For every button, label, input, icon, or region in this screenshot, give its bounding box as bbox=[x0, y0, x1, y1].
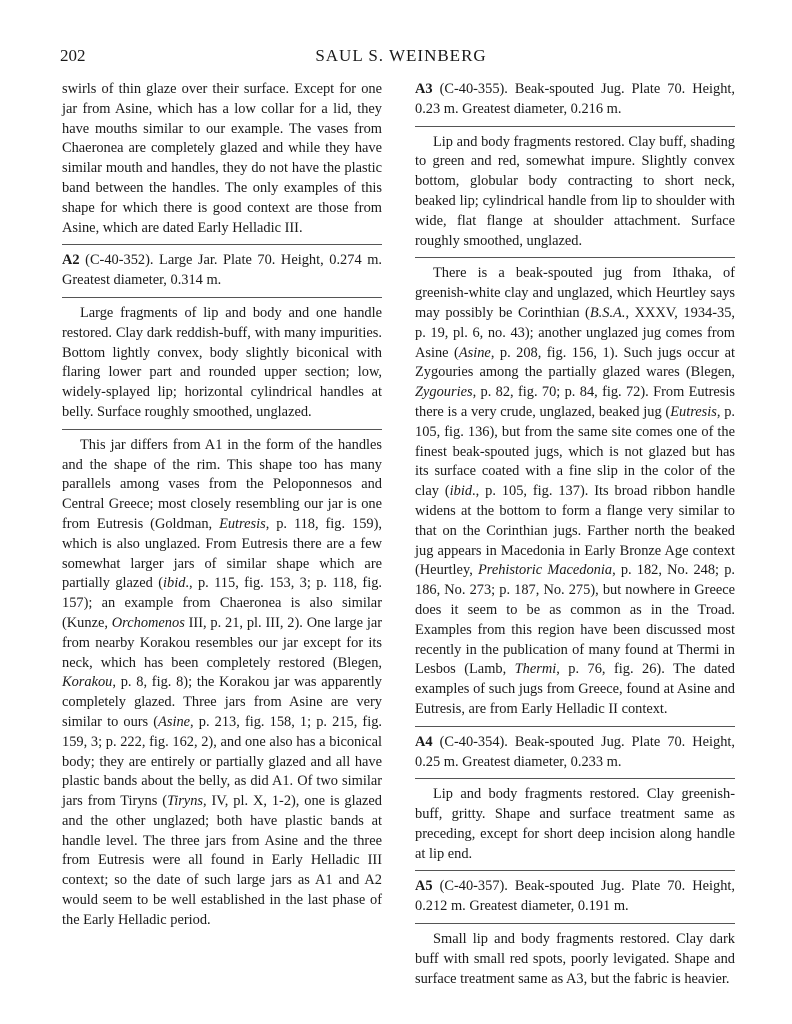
catalog-entry-a3-heading: A3 (C-40-355). Beak-spouted Jug. Plate 70. Height, 0.23 m. Greatest diameter, 0.216 m. bbox=[415, 81, 735, 117]
paragraph-continued: swirls of thin glaze over their surface. Except for one jar from Asine, which has a low collar for a lid, they have mouths similar to our example. The vases from Chaeronea are completely glazed and while they have similar mouth and handles, they do not have the plastic band between the handles. The only examples of this shape for which there is good context are those from Asine, which are dated Early Helladic III. bbox=[62, 81, 382, 236]
discussion-paragraph: There is a beak-spouted jug from Ithaka, of greenish-white clay and unglazed, which Heurtley says may possibly be Corinthian (B.S.A., XXXV, 1934-35, p. 19, pl. 6, no. 43); another unglazed jug comes from Asine (Asine, p. 208, fig. 156, 1). Such jugs occur at Zygouries among the partially glazed wares (Blegen, Zygouries, p. 82, fig. 70; p. 84, fig. 72). From Eutresis there is a very crude, unglazed, beaked jug (Eutresis, p. 105, fig. 136), but from the same site comes one of the finest beak-spouted jugs, which is not glazed but has its surface coated with a fine slip in the color of the clay (ibid., p. 105, fig. 137). Its broad ribbon handle widens at the bottom to form a flange very similar to that on the Corinthian jugs. Farther north the beaked jug appears in Macedonia in Early Bronze Age context (Heurtley, Prehistoric Macedonia, p. 182, No. 248; p. 186, No. 273; p. 187, No. 275), but nowhere in Greece does it seem to be as common as in the Troad. Examples from this region have been discussed most recently in the publication of many found at Thermi in Lesbos (Lamb, Thermi, p. 76, fig. 26). The dated examples of such jugs from Greece, found at Asine and Eutresis, are from Early Helladic II context. bbox=[415, 265, 736, 717]
section-divider bbox=[62, 297, 382, 298]
discussion-paragraph: This jar differs from A1 in the form of the handles and the shape of the rim. This shape too has many parallels among vases from the Peloponnesos and Central Greece; most closely resembling our jar is one from Eutresis (Goldman, Eutresis, p. 118, fig. 159), which is also unglazed. From Eutresis there are a few somewhat larger jars of similar shape which are partially glazed (ibid., p. 115, fig. 153, 3; p. 118, fig. 157); an example from Chaeronea is also similar (Kunze, Orchomenos III, p. 21, pl. III, 2). One large jar from nearby Korakou resembles our jar except for its neck, which has been completely restored (Blegen, Korakou, p. 8, fig. 8); the Korakou jar was apparently completely glazed. Three jars from Asine are very similar to ours (Asine, p. 213, fig. 158, 1; p. 215, fig. 159, 3; p. 222, fig. 162, 2), and one also has a biconical body; they are entirely or partially glazed and all have plastic bands about the belly, as did A1. Of two similar jars from Tiryns (Tiryns, IV, pl. X, 1-2), one is glazed and the other unglazed; both have plastic bands at handle level. The three jars from Asine and the three from Eutresis were all found in Early Helladic III context; so the date of such large jars as A1 and A2 would seem to be well established in the last phase of the Early Helladic period. bbox=[62, 436, 383, 928]
page-header bbox=[60, 44, 742, 68]
section-divider bbox=[415, 870, 735, 871]
catalog-entry-a4-heading: A4 (C-40-354). Beak-spouted Jug. Plate 70. Height, 0.25 m. Greatest diameter, 0.233 m. bbox=[415, 733, 735, 770]
catalog-entry-a4-description: Lip and body fragments restored. Clay greenish-buff, gritty. Shape and surface treatment same as preceding, except for short deep incision along handle at lip end. bbox=[415, 786, 735, 862]
catalog-id: A3 bbox=[415, 81, 433, 97]
section-divider bbox=[415, 126, 735, 127]
left-column bbox=[62, 80, 382, 931]
catalog-id: A2 bbox=[62, 252, 80, 269]
section-divider bbox=[415, 923, 735, 924]
catalog-id: A4 bbox=[415, 733, 433, 750]
right-column bbox=[415, 80, 735, 989]
section-divider bbox=[415, 778, 735, 779]
catalog-entry-a3-description: Lip and body fragments restored. Clay buff, shading to green and red, somewhat impure. Slightly convex bottom, globular body contracting to short neck, beaked lip; cylindrical handle from lip to shoulder with wide, flat flange at shoulder attachment. Surface roughly smoothed, unglazed. bbox=[415, 133, 735, 249]
running-head: SAUL S. WEINBERG bbox=[315, 46, 487, 65]
page-number: 202 bbox=[60, 46, 86, 65]
catalog-entry-a5-heading: A5 (C-40-357). Beak-spouted Jug. Plate 70. Height, 0.212 m. Greatest diameter, 0.191 m. bbox=[415, 878, 735, 915]
section-divider bbox=[62, 244, 382, 245]
catalog-entry-a2-description: Large fragments of lip and body and one handle restored. Clay dark reddish-buff, with many impurities. Bottom lightly convex, body slightly biconical with flaring lower part and rounded upper section; low, widely-splayed lip; horizontal cylindrical handles at belly. Surface roughly smoothed, unglazed. bbox=[62, 304, 382, 420]
catalog-id: A5 bbox=[415, 878, 433, 895]
section-divider bbox=[415, 726, 735, 727]
catalog-entry-a5-description: Small lip and body fragments restored. Clay dark buff with small red spots, poorly levigated. Shape and surface treatment same as A3, but the fabric is heavier. bbox=[415, 931, 735, 987]
section-divider bbox=[415, 257, 735, 258]
section-divider bbox=[62, 429, 382, 430]
catalog-entry-a2-heading: A2 (C-40-352). Large Jar. Plate 70. Height, 0.274 m. Greatest diameter, 0.314 m. bbox=[62, 252, 382, 289]
